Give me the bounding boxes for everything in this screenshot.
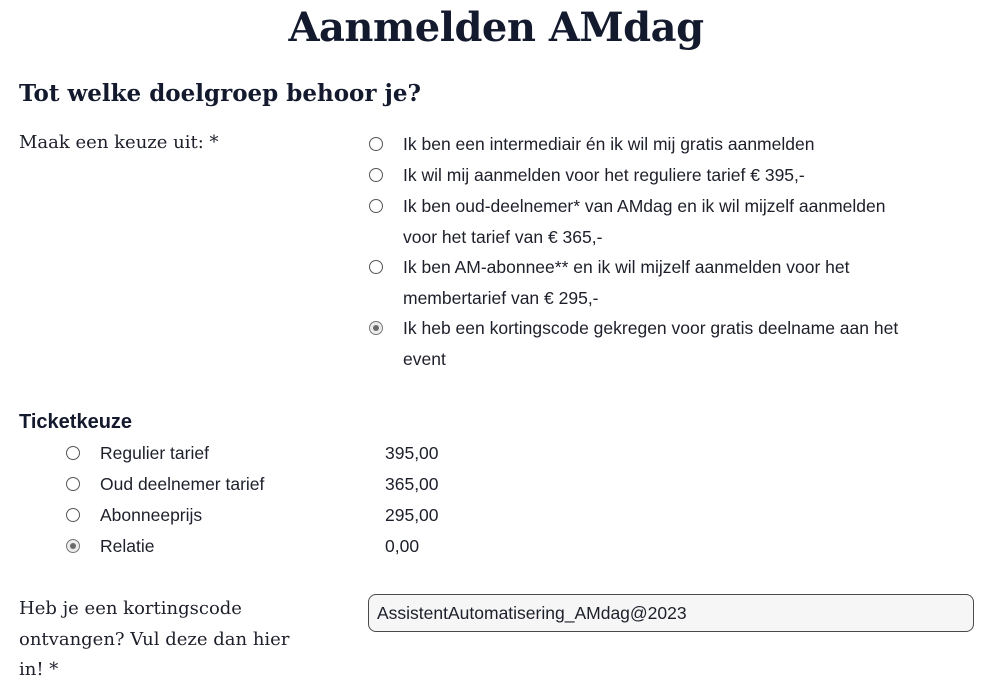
discount-code-label: [19, 594, 309, 686]
discount-code-input[interactable]: [368, 594, 974, 632]
target-group-radio-regulier[interactable]: [369, 168, 383, 182]
choice-label: Maak een keuze uit: *: [19, 132, 219, 153]
ticket-price-oud-deelnemer: 365,00: [385, 474, 439, 494]
option-line: event: [403, 349, 446, 369]
option-line: membertarief van € 295,-: [403, 288, 599, 308]
target-group-option-kortingscode[interactable]: [403, 313, 963, 375]
radio-selected-dot: [373, 325, 379, 331]
target-group-radio-abonnee[interactable]: [369, 260, 383, 274]
ticket-price-regulier: 395,00: [385, 443, 439, 463]
page-title: Aanmelden AMdag: [288, 4, 704, 51]
ticket-heading: Ticketkeuze: [19, 411, 133, 433]
option-line: voor het tarief van € 365,-: [403, 227, 603, 247]
ticket-label-relatie[interactable]: Relatie: [100, 536, 155, 556]
target-group-radio-oud-deelnemer[interactable]: [369, 199, 383, 213]
ticket-radio-regulier[interactable]: [66, 446, 80, 460]
ticket-radio-relatie[interactable]: [66, 539, 80, 553]
target-group-radio-intermediair[interactable]: [369, 137, 383, 151]
option-line: Ik ben AM-abonnee** en ik wil mijzelf aanmelden voor het: [403, 257, 850, 277]
radio-selected-dot: [70, 543, 76, 549]
option-line: Ik ben een intermediair én ik wil mij gratis aanmelden: [403, 134, 815, 154]
ticket-label-oud-deelnemer[interactable]: Oud deelnemer tarief: [100, 474, 265, 494]
discount-label-line: in! *: [19, 659, 59, 680]
discount-label-line: Heb je een kortingscode: [19, 598, 242, 619]
target-group-option-abonnee[interactable]: [403, 252, 963, 314]
ticket-label-regulier[interactable]: Regulier tarief: [100, 443, 209, 463]
option-line: Ik wil mij aanmelden voor het reguliere tarief € 395,-: [403, 165, 805, 185]
target-group-option-regulier[interactable]: [403, 160, 963, 191]
discount-label-line: ontvangen? Vul deze dan hier: [19, 628, 290, 650]
option-line: Ik heb een kortingscode gekregen voor gratis deelname aan het: [403, 318, 899, 338]
target-group-option-oud-deelnemer[interactable]: [403, 191, 963, 253]
ticket-radio-oud-deelnemer[interactable]: [66, 477, 80, 491]
ticket-price-relatie: 0,00: [385, 536, 420, 556]
ticket-label-abonneeprijs[interactable]: Abonneeprijs: [100, 505, 203, 525]
ticket-price-abonneeprijs: 295,00: [385, 505, 439, 525]
target-group-option-intermediair[interactable]: [403, 129, 963, 160]
target-group-heading: Tot welke doelgroep behoor je?: [19, 80, 421, 107]
ticket-radio-abonneeprijs[interactable]: [66, 508, 80, 522]
target-group-radio-kortingscode[interactable]: [369, 321, 383, 335]
option-line: Ik ben oud-deelnemer* van AMdag en ik wil mijzelf aanmelden: [403, 196, 886, 216]
